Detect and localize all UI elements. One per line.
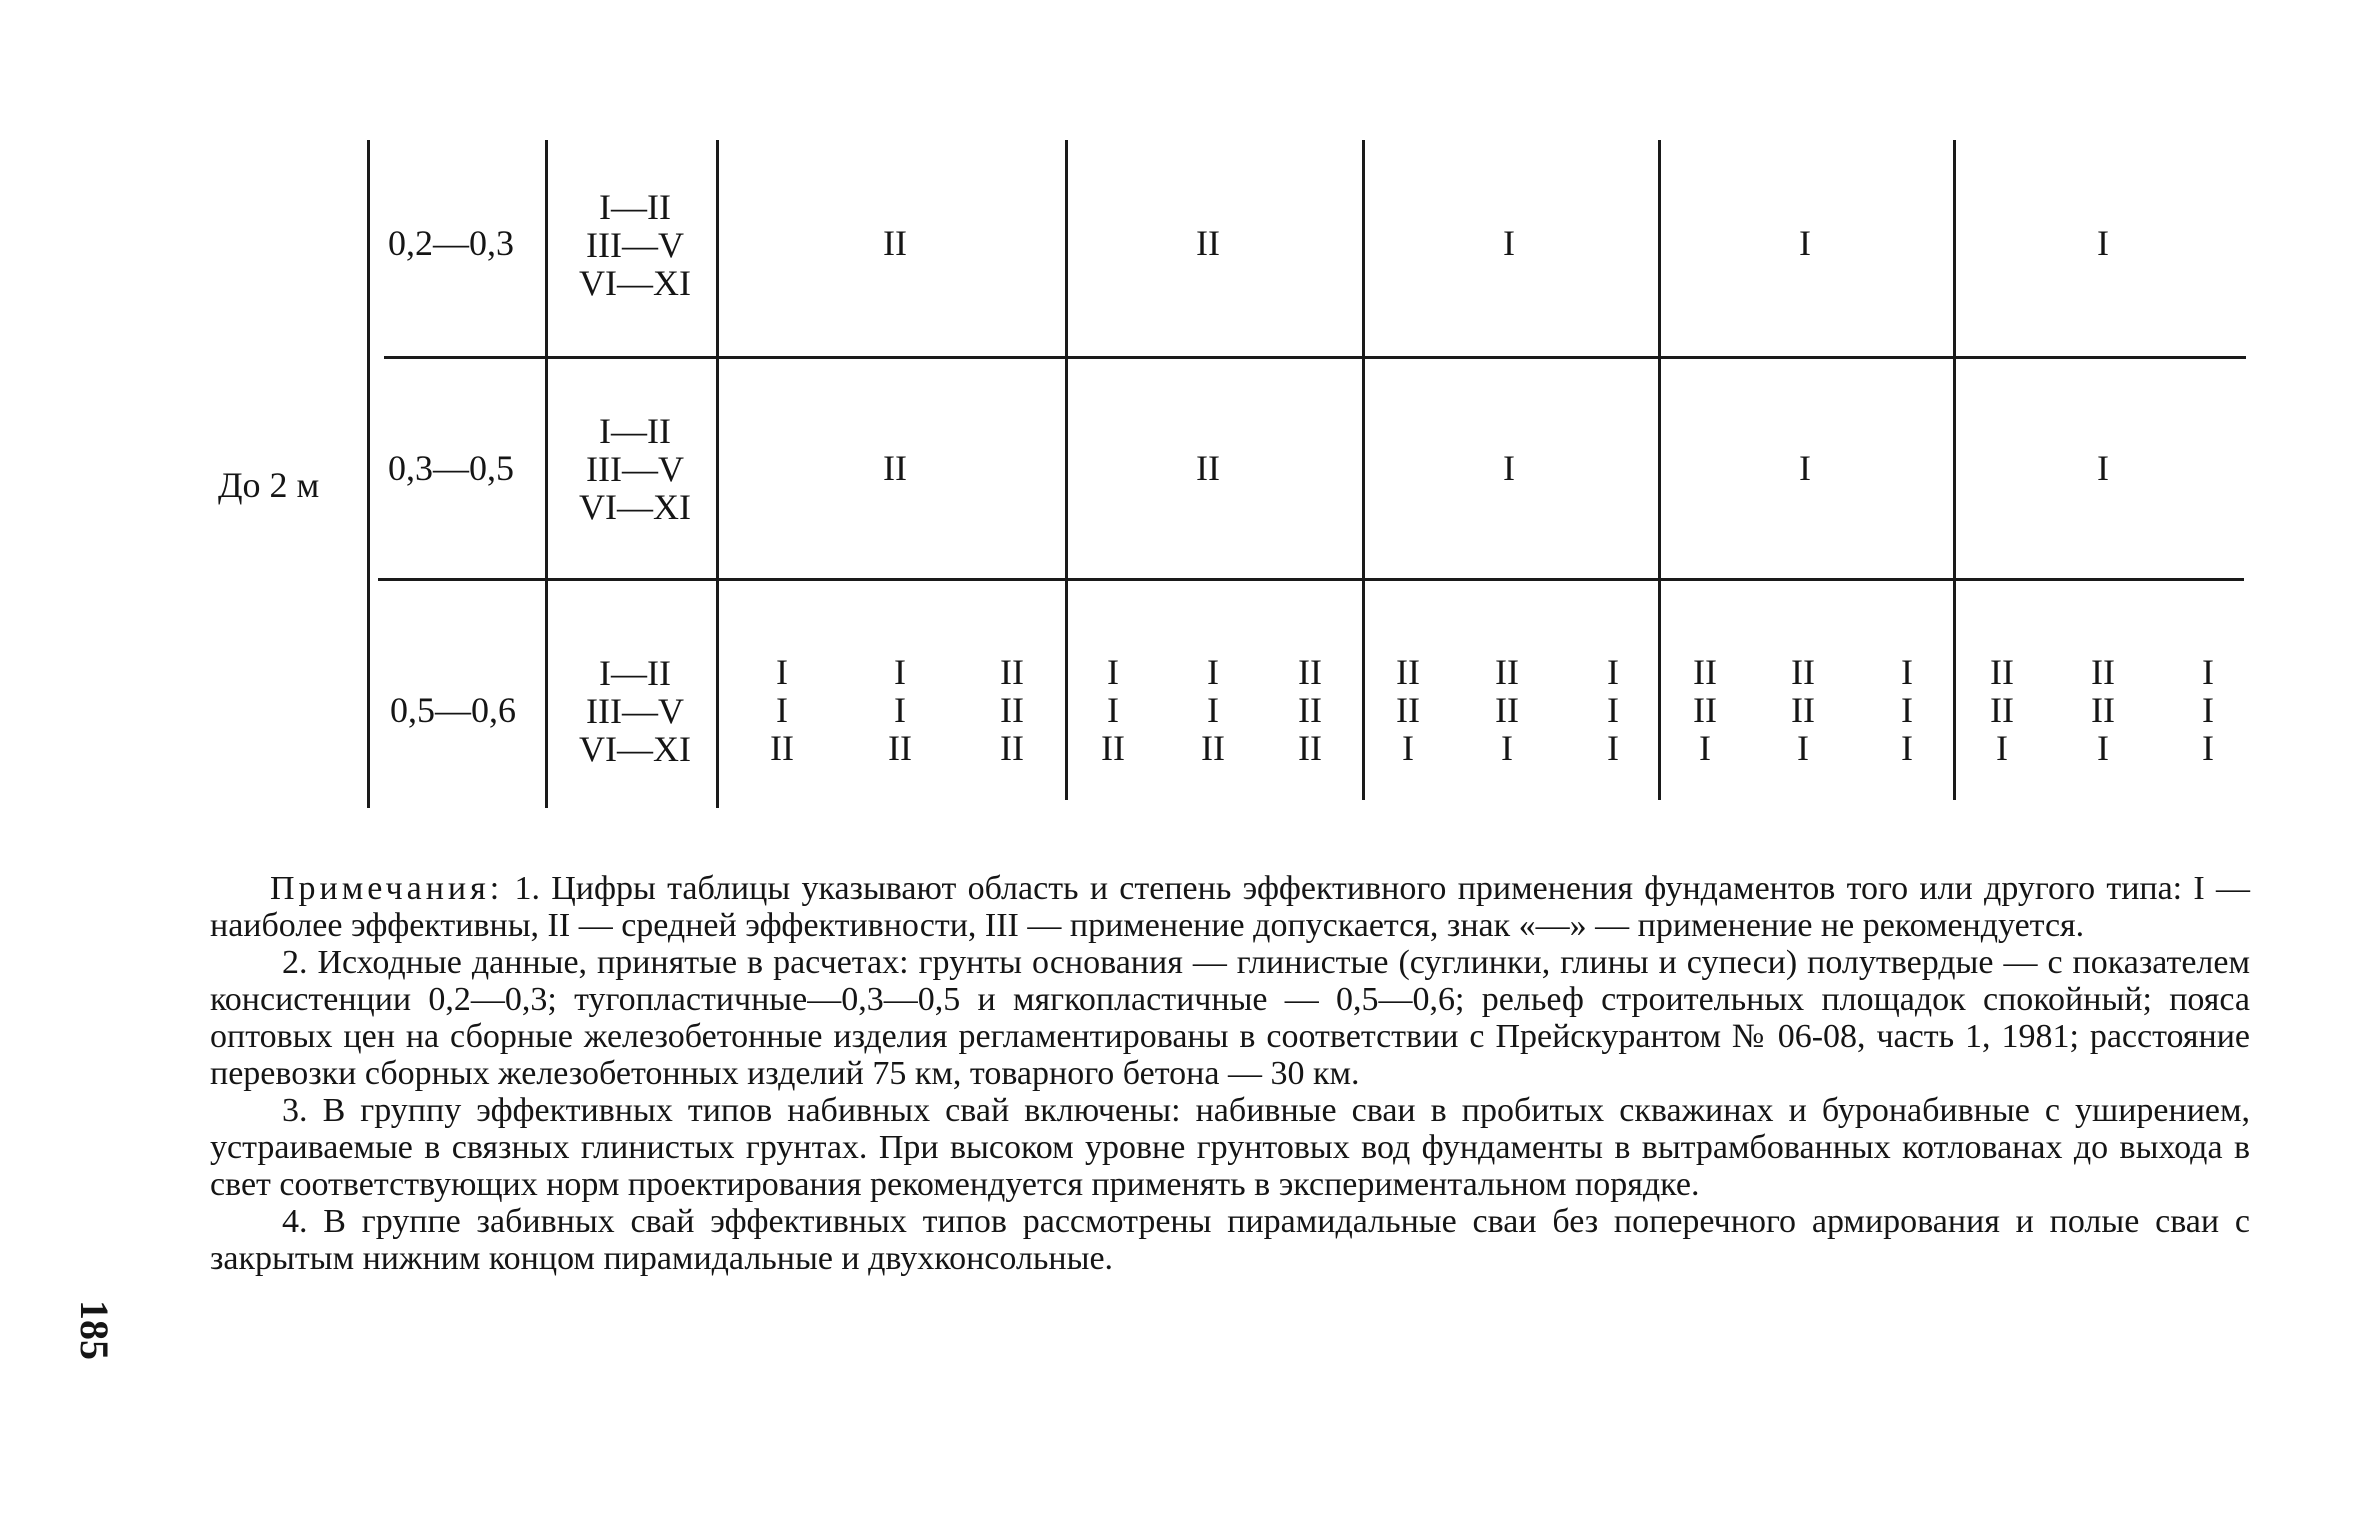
matrix-cell: I [1996, 728, 2008, 768]
col2-divider-a [1362, 140, 1365, 800]
zone-label: VI—XI [579, 487, 691, 527]
matrix-cell: II [1396, 652, 1420, 692]
range-column-divider [545, 140, 548, 808]
zone-label: I—II [599, 653, 671, 693]
matrix-cell: II [1495, 652, 1519, 692]
cell-value: I [1799, 448, 1811, 488]
matrix-cell: II [1693, 652, 1717, 692]
row-separator-2 [378, 578, 2244, 581]
notes [210, 870, 2250, 1277]
cell-value: II [1196, 448, 1220, 488]
matrix-cell: I [1901, 728, 1913, 768]
matrix-cell: I [1107, 652, 1119, 692]
cell-value: II [1196, 223, 1220, 263]
matrix-cell: II [1791, 652, 1815, 692]
matrix-cell: I [894, 690, 906, 730]
matrix-cell: I [1607, 728, 1619, 768]
notes-heading: Примечания: [270, 870, 504, 907]
page-number: 185 [72, 1300, 117, 1360]
matrix-cell: I [2097, 728, 2109, 768]
matrix-cell: I [1207, 652, 1219, 692]
matrix-cell: I [1901, 652, 1913, 692]
row-range: 0,3—0,5 [388, 448, 514, 488]
matrix-cell: I [894, 652, 906, 692]
matrix-cell: II [2091, 690, 2115, 730]
matrix-cell: I [1402, 728, 1414, 768]
zone-label: III—V [586, 691, 684, 731]
cell-value: I [2097, 223, 2109, 263]
matrix-cell: II [1101, 728, 1125, 768]
row-zones [560, 188, 710, 302]
matrix-cell: I [1901, 690, 1913, 730]
cell-value: II [883, 448, 907, 488]
row-range: 0,5—0,6 [390, 690, 516, 730]
matrix-cell: I [1607, 652, 1619, 692]
row-range: 0,2—0,3 [388, 223, 514, 263]
zone-label: VI—XI [579, 263, 691, 303]
matrix-cell: II [1396, 690, 1420, 730]
zone-label: III—V [586, 449, 684, 489]
group-label: До 2 м [218, 465, 320, 505]
matrix-cell: I [1699, 728, 1711, 768]
cell-value: I [2097, 448, 2109, 488]
matrix-cell: II [1990, 652, 2014, 692]
matrix-cell: I [1107, 690, 1119, 730]
matrix-cell: II [1495, 690, 1519, 730]
matrix-cell: II [1298, 728, 1322, 768]
matrix-cell: I [2202, 652, 2214, 692]
zone-label: I—II [599, 187, 671, 227]
matrix-cell: II [888, 728, 912, 768]
row-zones [560, 412, 710, 526]
matrix-cell: II [1000, 652, 1024, 692]
matrix-cell: I [776, 652, 788, 692]
matrix-cell: II [1990, 690, 2014, 730]
matrix-cell: II [1201, 728, 1225, 768]
matrix-cell: II [770, 728, 794, 768]
row-separator-1 [384, 356, 2246, 359]
matrix-cell: I [2202, 728, 2214, 768]
matrix-cell: II [1298, 652, 1322, 692]
matrix-cell: II [2091, 652, 2115, 692]
note-4: 4. В группе забивных свай эффективных типов рассмотрены пирамидальные сваи без поперечного армирования и полые сваи с закрытым нижним концом пирамидальные и двухконсольные. [210, 1203, 2250, 1277]
cell-value: I [1799, 223, 1811, 263]
zone-label: VI—XI [579, 729, 691, 769]
matrix-cell: I [776, 690, 788, 730]
matrix-cell: I [1607, 690, 1619, 730]
matrix-cell: I [1501, 728, 1513, 768]
matrix-cell: I [1207, 690, 1219, 730]
col3-divider-a [1658, 140, 1661, 800]
matrix-cell: II [1000, 728, 1024, 768]
matrix-cell: I [2202, 690, 2214, 730]
table-left-border [367, 140, 370, 808]
matrix-cell: II [1791, 690, 1815, 730]
matrix-cell: II [1693, 690, 1717, 730]
matrix-cell: II [1298, 690, 1322, 730]
row-zones [560, 654, 710, 768]
zone-column-divider [716, 140, 719, 808]
zone-label: I—II [599, 411, 671, 451]
cell-value: I [1503, 448, 1515, 488]
cell-value: I [1503, 223, 1515, 263]
col1-divider-a [1065, 140, 1068, 800]
note-1-text: 1. Цифры таблицы указывают область и степень эффективного применения фундаментов того или другого типа: I — наиболее эффективны, II — средней эффективности, III — применение допускается, знак «—» — применение не рекомендуется. [210, 870, 2251, 944]
note-1 [210, 870, 2250, 944]
note-3: 3. В группу эффективных типов набивных свай включены: набивные сваи в пробитых скважинах и буронабивные с уширением, устраиваемые в связных глинистых грунтах. При высоком уровне грунтовых вод фундаменты в вытрамбованных котлованах до выхода в свет соответствующих норм проектирования рекомендуется применять в экспериментальном порядке. [210, 1092, 2250, 1203]
matrix-cell: II [1000, 690, 1024, 730]
note-2: 2. Исходные данные, принятые в расчетах: грунты основания — глинистые (суглинки, глины и супеси) полутвердые — с показателем консистенции 0,2—0,3; тугопластичные—0,3—0,5 и мягкопластичные — 0,5—0,6; рельеф строительных площадок спокойный; пояса оптовых цен на сборные железобетонные изделия регламентированы в соответствии с Прейскурантом № 06-08, часть 1, 1981; расстояние перевозки сборных железобетонных изделий 75 км, товарного бетона — 30 км. [210, 944, 2250, 1092]
matrix-cell: I [1797, 728, 1809, 768]
cell-value: II [883, 223, 907, 263]
zone-label: III—V [586, 225, 684, 265]
col4-divider-a [1953, 140, 1956, 800]
